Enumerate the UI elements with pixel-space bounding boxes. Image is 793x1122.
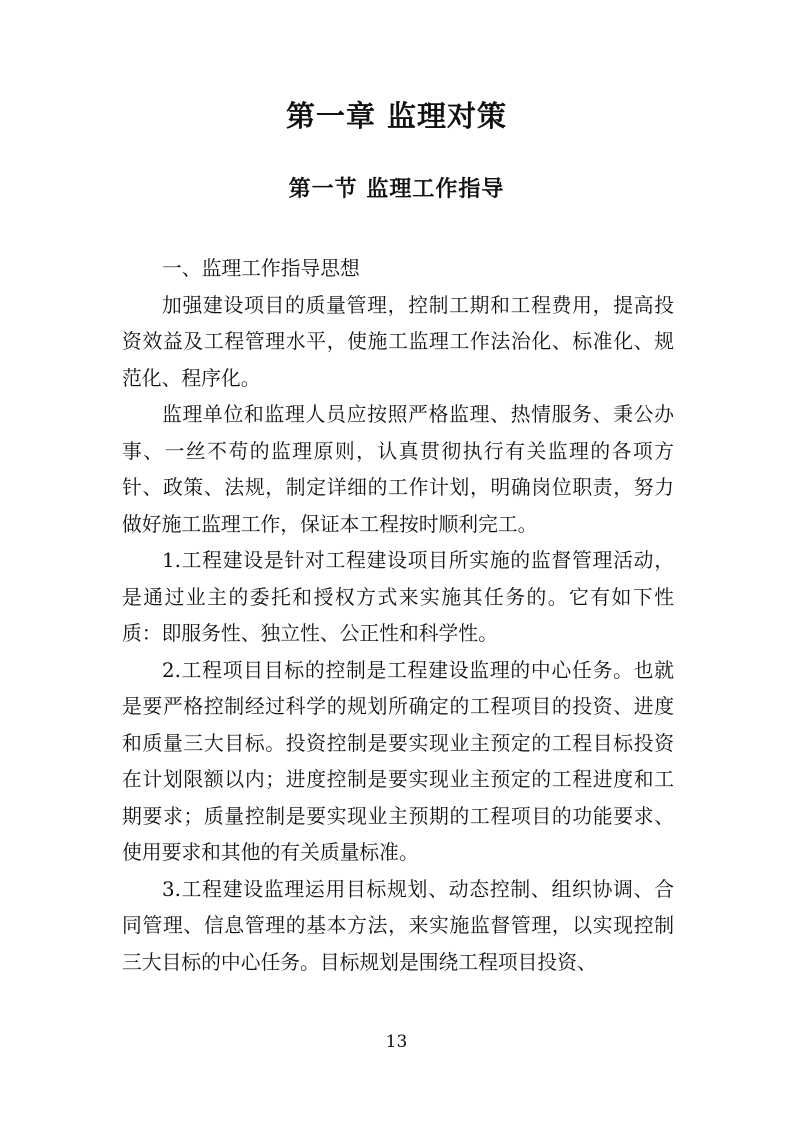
paragraph: 监理单位和监理人员应按照严格监理、热情服务、秉公办事、一丝不苟的监理原则，认真贯彻执行有关监理的各项方针、政策、法规，制定详细的工作计划，明确岗位职责，努力做好施工监理工作，保证本工程按时顺利完工。	[122, 403, 674, 536]
section-title: 第一节 监理工作指导	[288, 177, 505, 202]
page-number: 13	[385, 1032, 408, 1052]
subheading-guiding-idea: 一、监理工作指导思想	[162, 257, 360, 280]
body-text	[122, 251, 674, 981]
paragraph: 加强建设项目的质量管理，控制工期和工程费用，提高投资效益及工程管理水平，使施工监理工作法治化、标准化、规范化、程序化。	[122, 293, 674, 390]
paragraph: 2.工程项目目标的控制是工程建设监理的中心任务。也就是要严格控制经过科学的规划所确定的工程项目的投资、进度和质量三大目标。投资控制是要实现业主预定的工程目标投资在计划限额以内；进度控制是要实现业主预定的工程进度和工期要求；质量控制是要实现业主预期的工程项目的功能要求、使用要求和其他的有关质量标准。	[122, 658, 674, 864]
paragraph: 1.工程建设是针对工程建设项目所实施的监督管理活动，是通过业主的委托和授权方式来实施其任务的。它有如下性质：即服务性、独立性、公正性和科学性。	[122, 549, 674, 645]
chapter-title: 第一章 监理对策	[285, 99, 508, 133]
paragraph: 3.工程建设监理运用目标规划、动态控制、组织协调、合同管理、信息管理的基本方法，来实施监督管理，以实现控制三大目标的中心任务。目标规划是围绕工程项目投资、	[122, 877, 674, 974]
